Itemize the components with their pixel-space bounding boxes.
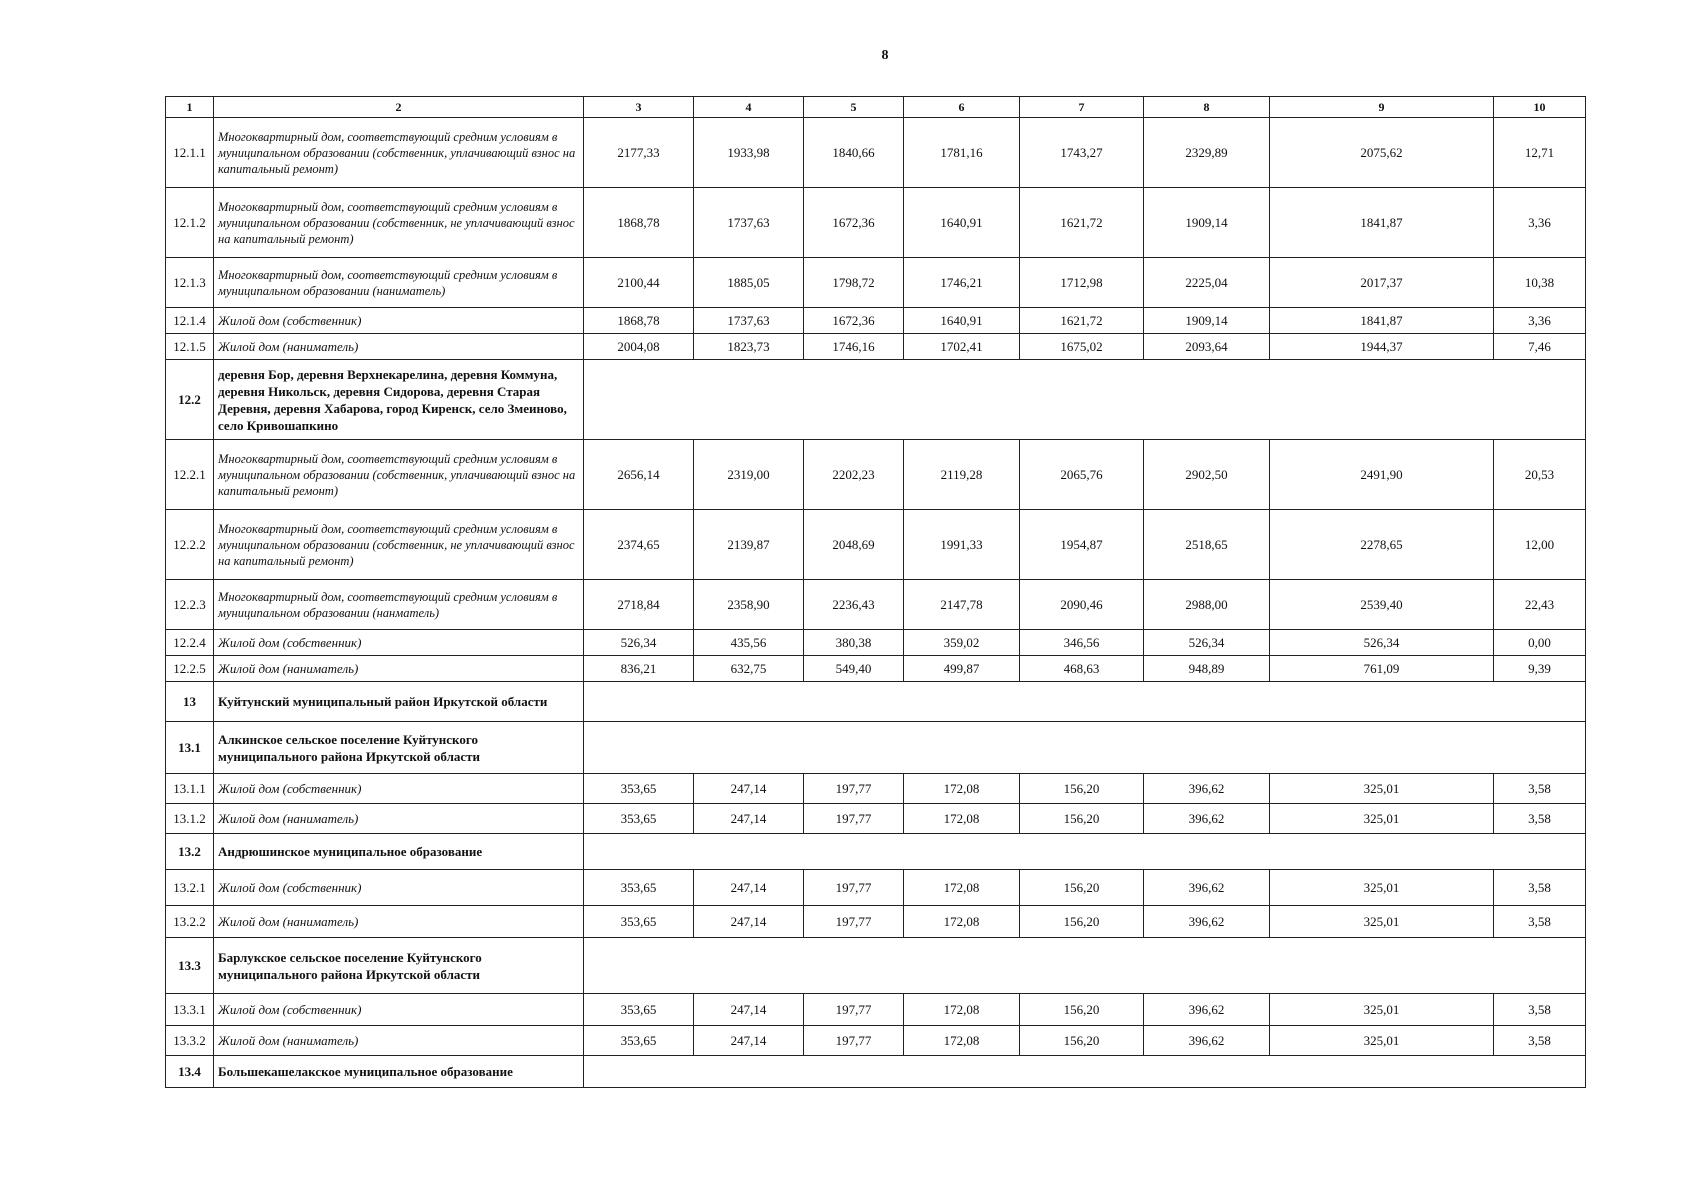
value-cell: 2119,28 [904,440,1020,510]
value-cell: 172,08 [904,774,1020,804]
col-header-10: 10 [1494,97,1586,118]
value-cell: 2278,65 [1270,510,1494,580]
value-cell: 3,58 [1494,1026,1586,1056]
value-cell: 1840,66 [804,118,904,188]
row-label: Многоквартирный дом, соответствующий средним условиям в муниципальном образовании (наниматель) [214,258,584,308]
value-cell: 1954,87 [1020,510,1144,580]
col-header-3: 3 [584,97,694,118]
row-label: Жилой дом (наниматель) [214,804,584,834]
value-cell: 526,34 [1144,630,1270,656]
row-label: Жилой дом (наниматель) [214,1026,584,1056]
table-row [166,188,1586,258]
table-body [166,97,1586,1088]
value-cell: 353,65 [584,804,694,834]
value-cell: 2090,46 [1020,580,1144,630]
row-label: Жилой дом (собственник) [214,308,584,334]
empty-cell [584,1056,1586,1088]
table-row [166,906,1586,938]
row-code: 13.1.2 [166,804,214,834]
table-row [166,258,1586,308]
row-label: Жилой дом (наниматель) [214,656,584,682]
value-cell: 396,62 [1144,1026,1270,1056]
value-cell: 1746,16 [804,334,904,360]
value-cell: 325,01 [1270,994,1494,1026]
value-cell: 1909,14 [1144,188,1270,258]
value-cell: 396,62 [1144,870,1270,906]
value-cell: 526,34 [584,630,694,656]
value-cell: 380,38 [804,630,904,656]
value-cell: 197,77 [804,906,904,938]
empty-cell [584,360,1586,440]
value-cell: 197,77 [804,1026,904,1056]
value-cell: 197,77 [804,804,904,834]
value-cell: 1737,63 [694,308,804,334]
value-cell: 2319,00 [694,440,804,510]
row-code: 12.2.1 [166,440,214,510]
value-cell: 1672,36 [804,188,904,258]
value-cell: 2093,64 [1144,334,1270,360]
value-cell: 499,87 [904,656,1020,682]
value-cell: 1933,98 [694,118,804,188]
value-cell: 2048,69 [804,510,904,580]
value-cell: 2177,33 [584,118,694,188]
row-code: 12.1.2 [166,188,214,258]
value-cell: 172,08 [904,870,1020,906]
value-cell: 1621,72 [1020,308,1144,334]
col-header-5: 5 [804,97,904,118]
value-cell: 353,65 [584,906,694,938]
col-header-4: 4 [694,97,804,118]
row-code: 12.2.4 [166,630,214,656]
value-cell: 325,01 [1270,906,1494,938]
value-cell: 1675,02 [1020,334,1144,360]
row-label: Жилой дом (наниматель) [214,906,584,938]
row-code: 13.3.1 [166,994,214,1026]
value-cell: 2656,14 [584,440,694,510]
value-cell: 172,08 [904,1026,1020,1056]
value-cell: 1640,91 [904,308,1020,334]
value-cell: 197,77 [804,774,904,804]
value-cell: 359,02 [904,630,1020,656]
row-label: Жилой дом (собственник) [214,774,584,804]
value-cell: 1712,98 [1020,258,1144,308]
value-cell: 396,62 [1144,906,1270,938]
row-code: 12.2.5 [166,656,214,682]
value-cell: 2539,40 [1270,580,1494,630]
value-cell: 156,20 [1020,906,1144,938]
value-cell: 2374,65 [584,510,694,580]
value-cell: 3,58 [1494,906,1586,938]
value-cell: 2139,87 [694,510,804,580]
value-cell: 2147,78 [904,580,1020,630]
empty-cell [584,682,1586,722]
value-cell: 2902,50 [1144,440,1270,510]
row-code: 12.1.1 [166,118,214,188]
value-cell: 1841,87 [1270,188,1494,258]
table-row [166,308,1586,334]
value-cell: 247,14 [694,1026,804,1056]
value-cell: 12,71 [1494,118,1586,188]
table-row [166,870,1586,906]
value-cell: 197,77 [804,994,904,1026]
value-cell: 1991,33 [904,510,1020,580]
value-cell: 1746,21 [904,258,1020,308]
row-code: 12.1.3 [166,258,214,308]
value-cell: 1944,37 [1270,334,1494,360]
group-label: Барлукское сельское поселение Куйтунского муниципального района Иркутской области [214,938,584,994]
value-cell: 325,01 [1270,870,1494,906]
value-cell: 836,21 [584,656,694,682]
value-cell: 1909,14 [1144,308,1270,334]
value-cell: 3,58 [1494,774,1586,804]
value-cell: 353,65 [584,1026,694,1056]
value-cell: 156,20 [1020,870,1144,906]
row-code: 12.2.3 [166,580,214,630]
empty-cell [584,722,1586,774]
row-code: 13.1.1 [166,774,214,804]
value-cell: 1781,16 [904,118,1020,188]
group-code: 13 [166,682,214,722]
value-cell: 172,08 [904,804,1020,834]
row-label: Многоквартирный дом, соответствующий средним условиям в муниципальном образовании (собственник, уплачивающий взнос на капитальный ремонт) [214,440,584,510]
value-cell: 1737,63 [694,188,804,258]
col-header-1: 1 [166,97,214,118]
row-code: 12.1.4 [166,308,214,334]
row-label: Многоквартирный дом, соответствующий средним условиям в муниципальном образовании (нанматель) [214,580,584,630]
group-row [166,938,1586,994]
row-code: 12.2.2 [166,510,214,580]
value-cell: 2202,23 [804,440,904,510]
value-cell: 2718,84 [584,580,694,630]
value-cell: 2225,04 [1144,258,1270,308]
table-row [166,630,1586,656]
value-cell: 1885,05 [694,258,804,308]
group-label: Куйтунский муниципальный район Иркутской области [214,682,584,722]
value-cell: 3,36 [1494,188,1586,258]
value-cell: 3,58 [1494,870,1586,906]
value-cell: 353,65 [584,870,694,906]
group-label: Алкинское сельское поселение Куйтунского муниципального района Иркутской области [214,722,584,774]
value-cell: 526,34 [1270,630,1494,656]
value-cell: 156,20 [1020,804,1144,834]
value-cell: 2004,08 [584,334,694,360]
value-cell: 1798,72 [804,258,904,308]
value-cell: 1640,91 [904,188,1020,258]
row-label: Жилой дом (наниматель) [214,334,584,360]
value-cell: 10,38 [1494,258,1586,308]
value-cell: 1868,78 [584,308,694,334]
table-row [166,334,1586,360]
value-cell: 468,63 [1020,656,1144,682]
value-cell: 396,62 [1144,994,1270,1026]
row-label: Многоквартирный дом, соответствующий средним условиям в муниципальном образовании (собственник, не уплачивающий взнос на капитальный ремонт) [214,188,584,258]
group-row [166,360,1586,440]
group-label: Андрюшинское муниципальное образование [214,834,584,870]
value-cell: 1672,36 [804,308,904,334]
value-cell: 0,00 [1494,630,1586,656]
table-row [166,774,1586,804]
row-label: Жилой дом (собственник) [214,870,584,906]
row-label: Жилой дом (собственник) [214,994,584,1026]
row-code: 13.3.2 [166,1026,214,1056]
table-row [166,804,1586,834]
section-row [166,682,1586,722]
value-cell: 197,77 [804,870,904,906]
table-row [166,510,1586,580]
group-label: Большекашелакское муниципальное образование [214,1056,584,1088]
value-cell: 353,65 [584,994,694,1026]
value-cell: 353,65 [584,774,694,804]
value-cell: 1823,73 [694,334,804,360]
col-header-9: 9 [1270,97,1494,118]
value-cell: 435,56 [694,630,804,656]
table-row [166,1026,1586,1056]
group-code: 13.4 [166,1056,214,1088]
group-code: 13.1 [166,722,214,774]
table-row [166,656,1586,682]
value-cell: 325,01 [1270,1026,1494,1056]
col-header-7: 7 [1020,97,1144,118]
group-row [166,1056,1586,1088]
empty-cell [584,938,1586,994]
value-cell: 1868,78 [584,188,694,258]
value-cell: 247,14 [694,804,804,834]
group-row [166,722,1586,774]
value-cell: 156,20 [1020,774,1144,804]
value-cell: 20,53 [1494,440,1586,510]
group-row [166,834,1586,870]
value-cell: 156,20 [1020,994,1144,1026]
col-header-8: 8 [1144,97,1270,118]
value-cell: 172,08 [904,994,1020,1026]
table-row [166,118,1586,188]
page-number: 8 [881,48,889,63]
table-row [166,580,1586,630]
value-cell: 632,75 [694,656,804,682]
value-cell: 156,20 [1020,1026,1144,1056]
empty-cell [584,834,1586,870]
value-cell: 2988,00 [1144,580,1270,630]
value-cell: 2236,43 [804,580,904,630]
value-cell: 325,01 [1270,804,1494,834]
value-cell: 2100,44 [584,258,694,308]
value-cell: 3,58 [1494,994,1586,1026]
row-code: 13.2.1 [166,870,214,906]
tariff-table [165,96,1586,1088]
value-cell: 3,58 [1494,804,1586,834]
table-row [166,440,1586,510]
value-cell: 247,14 [694,774,804,804]
row-code: 13.2.2 [166,906,214,938]
value-cell: 2491,90 [1270,440,1494,510]
value-cell: 396,62 [1144,774,1270,804]
col-header-6: 6 [904,97,1020,118]
row-label: Многоквартирный дом, соответствующий средним условиям в муниципальном образовании (собственник, не уплачивающий взнос на капитальный ремонт) [214,510,584,580]
value-cell: 948,89 [1144,656,1270,682]
value-cell: 346,56 [1020,630,1144,656]
group-code: 12.2 [166,360,214,440]
value-cell: 2518,65 [1144,510,1270,580]
value-cell: 1702,41 [904,334,1020,360]
col-header-2: 2 [214,97,584,118]
value-cell: 1621,72 [1020,188,1144,258]
row-label: Жилой дом (собственник) [214,630,584,656]
row-label: Многоквартирный дом, соответствующий средним условиям в муниципальном образовании (собственник, уплачивающий взнос на капитальный ремонт) [214,118,584,188]
value-cell: 247,14 [694,994,804,1026]
value-cell: 9,39 [1494,656,1586,682]
value-cell: 2329,89 [1144,118,1270,188]
value-cell: 22,43 [1494,580,1586,630]
value-cell: 2017,37 [1270,258,1494,308]
value-cell: 2065,76 [1020,440,1144,510]
table-row [166,994,1586,1026]
value-cell: 1841,87 [1270,308,1494,334]
value-cell: 2075,62 [1270,118,1494,188]
value-cell: 7,46 [1494,334,1586,360]
row-code: 12.1.5 [166,334,214,360]
header-row [166,97,1586,118]
value-cell: 247,14 [694,906,804,938]
group-code: 13.2 [166,834,214,870]
group-code: 13.3 [166,938,214,994]
value-cell: 2358,90 [694,580,804,630]
group-label: деревня Бор, деревня Верхнекарелина, деревня Коммуна, деревня Никольск, деревня Сидорова, деревня Старая Деревня, деревня Хабарова, город Киренск, село Змеиново, село Кривошапкино [214,360,584,440]
value-cell: 172,08 [904,906,1020,938]
value-cell: 325,01 [1270,774,1494,804]
value-cell: 549,40 [804,656,904,682]
value-cell: 12,00 [1494,510,1586,580]
value-cell: 247,14 [694,870,804,906]
value-cell: 1743,27 [1020,118,1144,188]
value-cell: 396,62 [1144,804,1270,834]
value-cell: 3,36 [1494,308,1586,334]
value-cell: 761,09 [1270,656,1494,682]
